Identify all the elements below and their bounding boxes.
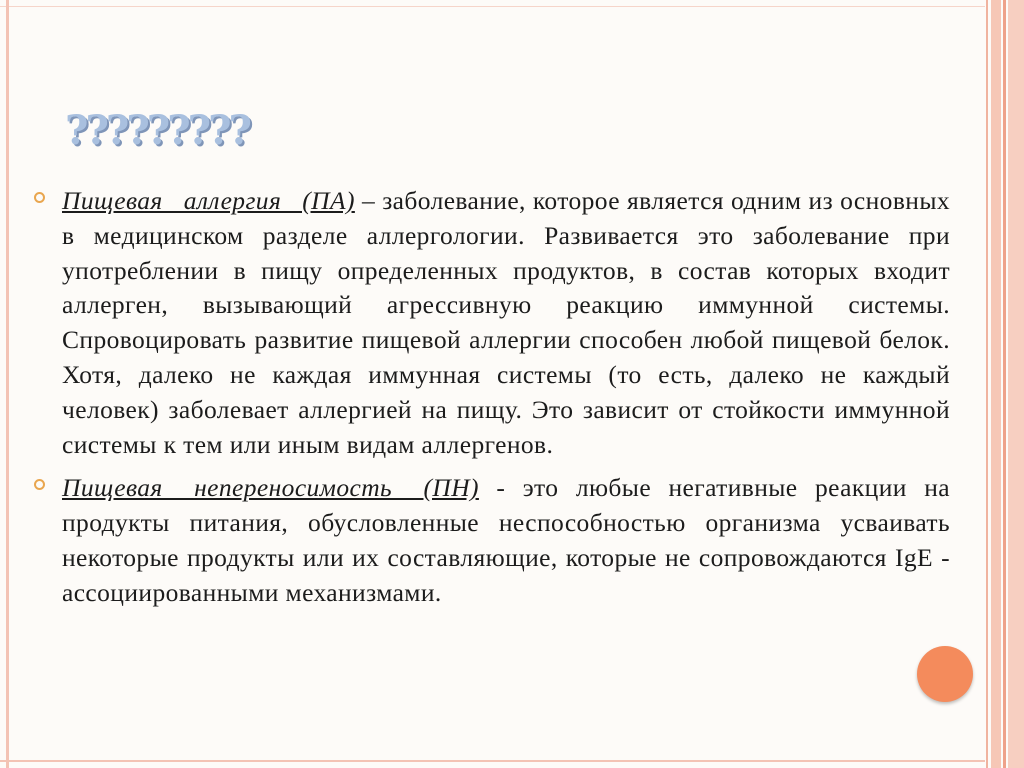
frame-bottom-line [0, 760, 985, 762]
slide-body [62, 184, 950, 620]
decor-stripe [1003, 0, 1006, 768]
orange-circle-decoration [917, 646, 973, 702]
paragraph-food-intolerance [62, 471, 950, 610]
definition-food-allergy: – заболевание, которое является одним из основных в медицинском разделе аллергологии. Развивается это заболевание при употреблении в пищу определенных продуктов, в состав которых входит аллерген, вызывающий агрессивную реакцию иммунной системы. Спровоцировать развитие пищевой аллергии способен любой пищевой белок. Хотя, далеко не каждая иммунная системы (то есть, далеко не каждый человек) заболевает аллергией на пищу. Это зависит от стойкости иммунной системы к тем или иным видам аллергенов. [62, 186, 951, 459]
decor-stripe [1008, 0, 1024, 768]
frame-top-line [0, 6, 985, 7]
frame-left-line [6, 0, 9, 768]
bullet-circle-icon [34, 192, 45, 203]
paragraph-food-allergy [62, 184, 950, 462]
definition-food-intolerance: - это любые негативные реакции на продукты питания, обусловленные неспособностью организма усваивать некоторые продукты или их составляющие, которые не сопровождаются IgE - ассоциированными механизмами. [62, 473, 950, 607]
bullet-circle-icon [34, 479, 45, 490]
slide-title: ????????? [65, 107, 249, 154]
decor-stripe [986, 0, 988, 768]
decor-stripe [991, 0, 1001, 768]
term-food-intolerance: Пищевая непереносимость (ПН) [62, 473, 479, 503]
term-food-allergy: Пищевая аллергия (ПА) [62, 186, 355, 215]
